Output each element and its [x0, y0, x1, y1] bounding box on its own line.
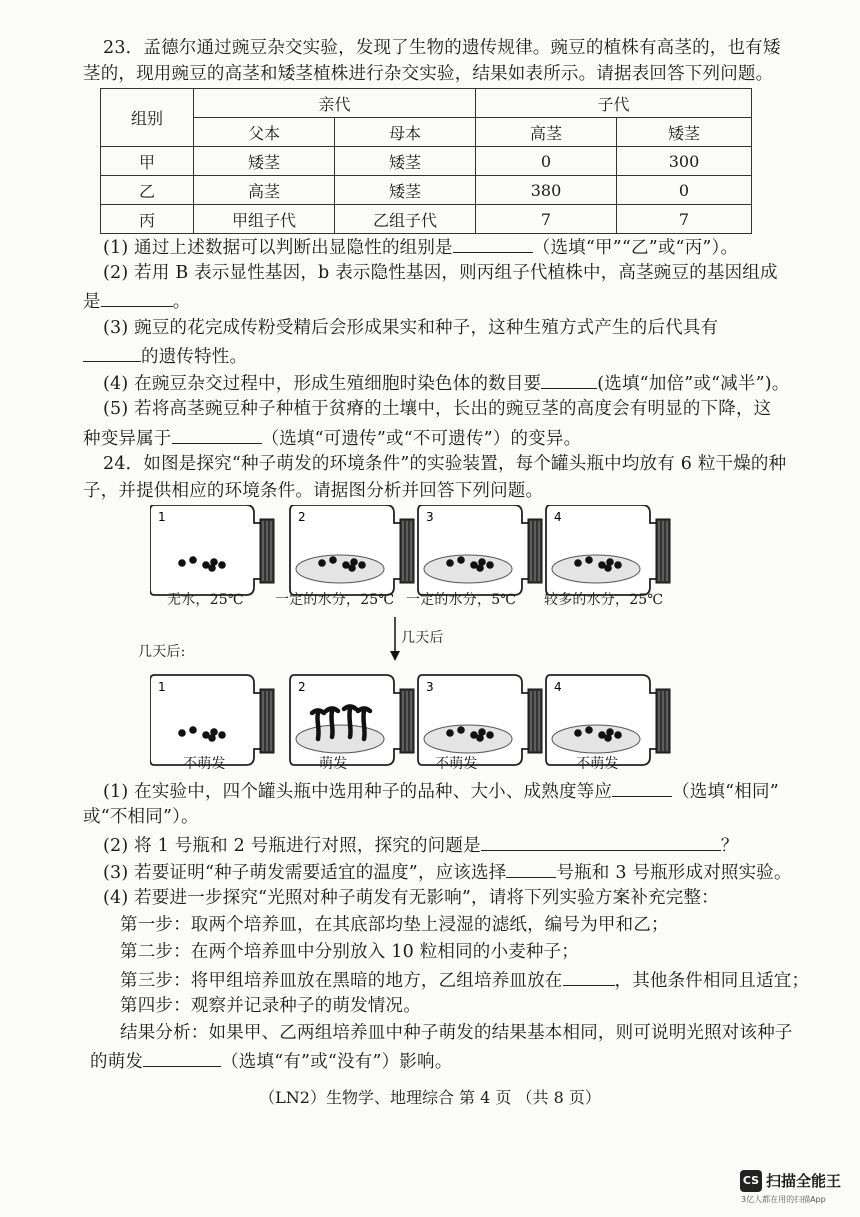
q24-result-hint: （选填“有”或“没有”）影响。 — [221, 1052, 453, 1072]
q23-p1-text: (1) 通过上述数据可以判断出显隐性的组别是 — [103, 238, 453, 258]
camscanner-logo-icon: CS — [740, 1170, 762, 1192]
q24-intro-line2: 子，并提供相应的环境条件。请据图分析并回答下列问题。 — [83, 481, 544, 501]
q23-p1-hint: （选填“甲”“乙”或“丙”）。 — [532, 238, 739, 258]
table-cell: 0 — [617, 176, 752, 205]
table-row — [101, 176, 752, 205]
table-cell: 丙 — [101, 205, 194, 234]
header-short: 矮茎 — [617, 118, 752, 147]
q23-p4-hint: (选填“加倍”或“减半”)。 — [597, 374, 790, 394]
condition-label: 无水，25℃ — [167, 592, 244, 608]
jar-number: 4 — [554, 680, 562, 694]
q24-step2: 第二步：在两个培养皿中分别放入 10 粒相同的小麦种子； — [120, 942, 579, 962]
jar-2-later — [290, 675, 414, 765]
q24-p1-text: (1) 在实验中，四个罐头瓶中选用种子的品种、大小、成熟度等应 — [103, 782, 613, 802]
table-cell: 7 — [476, 205, 617, 234]
answer-blank[interactable] — [612, 778, 672, 797]
table-cell: 矮茎 — [335, 176, 476, 205]
q24-p2 — [103, 832, 738, 858]
condition-label: 较多的水分，25℃ — [544, 592, 664, 608]
later-label: 几天后: — [138, 644, 186, 660]
table-cell: 甲 — [101, 147, 194, 176]
q23-p3-line2 — [83, 343, 247, 369]
table-row — [101, 205, 752, 234]
q23-p2-text: 是 — [83, 292, 101, 312]
q23-p1 — [103, 234, 738, 260]
jar-2-initial — [290, 505, 414, 595]
q24-p1-hint: （选填“相同” — [672, 782, 779, 802]
jar-4-initial — [546, 505, 670, 595]
condition-label: 一定的水分，25℃ — [275, 592, 395, 608]
q23-p3-line1: (3) 豌豆的花完成传粉受精后会形成果实和种子，这种生殖方式产生的后代具有 — [103, 318, 719, 338]
answer-blank[interactable] — [101, 288, 173, 307]
jar-number: 3 — [426, 680, 434, 694]
answer-blank[interactable] — [541, 370, 597, 389]
arrow-label: 几天后 — [401, 630, 444, 646]
q23-p2-line1: (2) 若用 B 表示显性基因，b 表示隐性基因，则丙组子代植株中，高茎豌豆的基因组成 — [103, 263, 778, 283]
answer-blank[interactable] — [83, 343, 141, 362]
table-cell: 矮茎 — [194, 147, 335, 176]
q24-p3 — [103, 859, 792, 885]
jar-number: 1 — [158, 510, 166, 524]
page-footer: （LN2）生物学、地理综合 第 4 页 （共 8 页） — [259, 1088, 601, 1107]
q23-intro-line2: 茎的，现用豌豆的高茎和矮茎植株进行杂交实验，结果如表所示。请据表回答下列问题。 — [83, 64, 774, 84]
q23-p5-line1: (5) 若将高茎豌豆种子种植于贫瘠的土壤中，长出的豌豆茎的高度会有明显的下降，这 — [103, 399, 772, 419]
q23-p4-text: (4) 在豌豆杂交过程中，形成生殖细胞时染色体的数目要 — [103, 374, 542, 394]
q23-intro-line1: 23．孟德尔通过豌豆杂交实验，发现了生物的遗传规律。豌豆的植株有高茎的，也有矮 — [103, 38, 781, 58]
condition-label: 一定的水分，5℃ — [406, 592, 517, 608]
table-cell: 7 — [617, 205, 752, 234]
arrow-head-icon — [390, 651, 400, 661]
q23-p5-hint: （选填“可遗传”或“不可遗传”）的变异。 — [261, 429, 582, 449]
q24-result-line1: 结果分析：如果甲、乙两组培养皿中种子萌发的结果基本相同，则可说明光照对该种子 — [120, 1023, 793, 1043]
header-parent: 亲代 — [194, 89, 476, 118]
header-father: 父本 — [194, 118, 335, 147]
table-cell: 矮茎 — [335, 147, 476, 176]
result-label: 不萌发 — [183, 756, 226, 772]
answer-blank[interactable] — [172, 425, 262, 444]
q24-p3-hint: 号瓶和 3 号瓶形成对照实验。 — [556, 863, 792, 883]
table-cell: 乙组子代 — [335, 205, 476, 234]
q23-p2-line2 — [83, 288, 190, 314]
jar-number: 1 — [158, 680, 166, 694]
result-label: 不萌发 — [435, 756, 478, 772]
q23-p4 — [103, 370, 790, 396]
jar-number: 4 — [554, 510, 562, 524]
table-cell: 高茎 — [194, 176, 335, 205]
header-mother: 母本 — [335, 118, 476, 147]
q24-p3-text: (3) 若要证明“种子萌发需要适宜的温度”，应该选择 — [103, 863, 507, 883]
q24-step3-text: 第三步：将甲组培养皿放在黑暗的地方，乙组培养皿放在 — [120, 971, 563, 991]
q24-intro-line1: 24．如图是探究“种子萌发的环境条件”的实验装置，每个罐头瓶中均放有 6 粒干燥的种 — [103, 454, 787, 474]
answer-blank[interactable] — [563, 967, 615, 986]
q24-result-text: 的萌发 — [90, 1052, 144, 1072]
table-cell: 乙 — [101, 176, 194, 205]
table-cell: 甲组子代 — [194, 205, 335, 234]
result-label: 萌发 — [319, 756, 348, 772]
header-group: 组别 — [101, 89, 194, 147]
jar-number: 2 — [298, 510, 306, 524]
q23-p5-line2 — [83, 425, 581, 451]
answer-blank[interactable] — [506, 859, 556, 878]
answer-blank[interactable] — [143, 1048, 221, 1067]
q24-p2-text: (2) 将 1 号瓶和 2 号瓶进行对照，探究的问题是 — [103, 836, 481, 856]
q24-result-line2 — [90, 1048, 452, 1074]
q24-p1-line1 — [103, 778, 779, 804]
q23-p3-text: 的遗传特性。 — [141, 347, 248, 367]
q24-step3-end: ，其他条件相同且适宜； — [614, 971, 810, 991]
q23-p5-text: 种变异属于 — [83, 429, 172, 449]
q24-step4: 第四步：观察并记录种子的萌发情况。 — [120, 996, 421, 1016]
q24-p1-line2: 或“不相同”）。 — [83, 807, 199, 827]
watermark-tagline: 3亿人都在用的扫描App — [741, 1195, 826, 1204]
header-offspring: 子代 — [476, 89, 752, 118]
result-label: 不萌发 — [576, 756, 619, 772]
header-tall: 高茎 — [476, 118, 617, 147]
jar-3-initial — [418, 505, 542, 595]
table-cell: 0 — [476, 147, 617, 176]
q24-p4: (4) 若要进一步探究“光照对种子萌发有无影响”，请将下列实验方案补充完整： — [103, 888, 719, 908]
table-cell: 300 — [617, 147, 752, 176]
jar-number: 2 — [298, 680, 306, 694]
table-cell: 380 — [476, 176, 617, 205]
answer-blank[interactable] — [453, 234, 533, 253]
genetics-table — [100, 88, 752, 234]
jar-number: 3 — [426, 510, 434, 524]
q23-p2-end: 。 — [172, 292, 191, 312]
answer-blank[interactable] — [481, 832, 721, 851]
q24-p2-end: ？ — [720, 836, 739, 856]
jar-1-initial — [150, 505, 274, 595]
table-row — [101, 147, 752, 176]
watermark-name: 扫描全能王 — [766, 1172, 842, 1190]
q24-step1: 第一步：取两个培养皿，在其底部均垫上浸湿的滤纸，编号为甲和乙； — [120, 915, 669, 935]
q24-step3 — [120, 967, 809, 993]
